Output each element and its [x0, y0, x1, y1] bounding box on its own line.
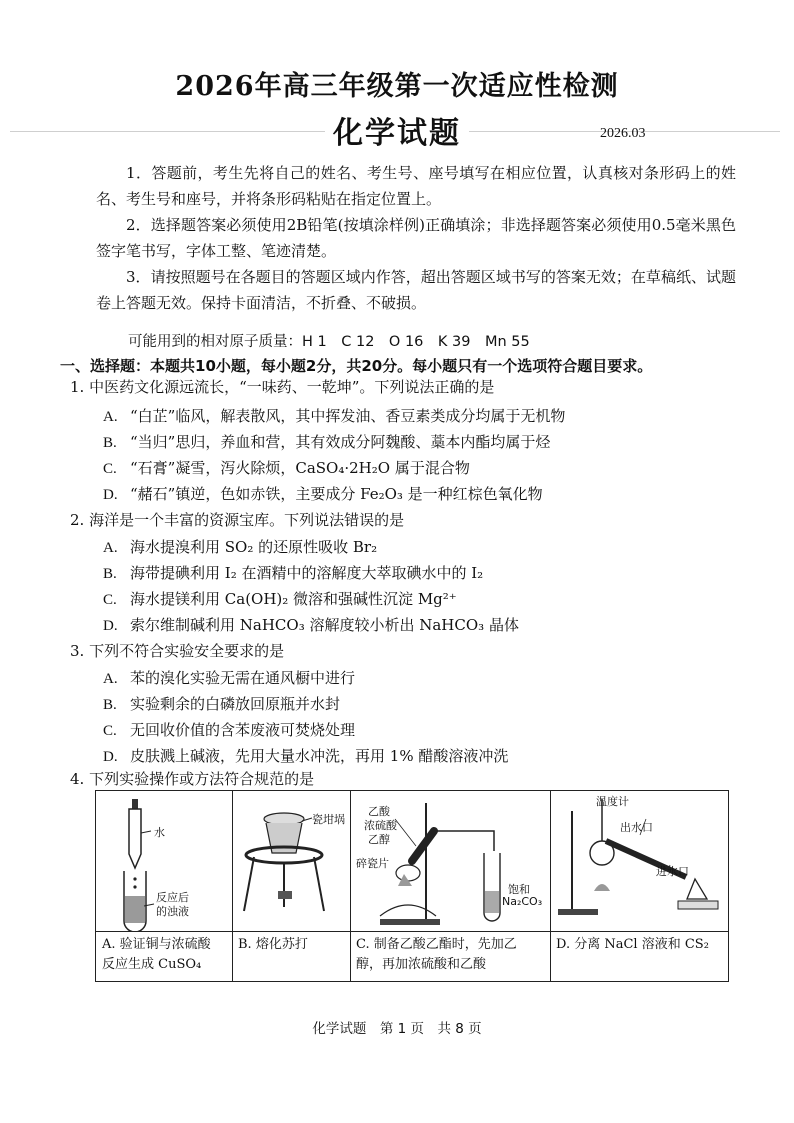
question-3-stem: 3. 下列不符合实验安全要求的是 [70, 642, 285, 660]
question-2-option-d[interactable]: D. 索尔维制碱利用 NaHCO₃ 溶解度较小析出 NaHCO₃ 晶体 [103, 616, 519, 634]
label-water: 水 [154, 826, 165, 839]
instruction-2: 2．选择题答案必须使用2B铅笔(按填涂样例)正确填涂；非选择题答案必须使用0.5毫米黑色签字笔书写，字体工整、笔迹清楚。 [96, 216, 736, 260]
label-sodium-carbonate: Na₂CO₃ [502, 895, 543, 908]
question-2-option-a[interactable]: A. 海水提溴利用 SO₂ 的还原性吸收 Br₂ [103, 538, 378, 556]
instruction-3: 3．请按照题号在各题目的答题区域内作答，超出答题区域书写的答案无效；在草稿纸、试题卷上答题无效。保持卡面清洁，不折叠、不破损。 [96, 268, 736, 312]
label-crucible: 瓷坩埚 [312, 813, 345, 826]
instructions [96, 160, 736, 316]
question-2-option-c[interactable]: C. 海水提镁利用 Ca(OH)₂ 微溶和强碱性沉淀 Mg²⁺ [103, 590, 457, 608]
question-1-option-c[interactable]: C. “石膏”凝雪，泻火除烦，CaSO₄·2H₂O 属于混合物 [103, 459, 470, 477]
label-acetic-acid: 乙酸 [368, 805, 390, 818]
section-title: 一、选择题：本题共10小题，每小题2分，共20分。每小题只有一个选项符合题目要求。 [60, 357, 653, 375]
atomic-masses: 可能用到的相对原子质量：H 1 C 12 O 16 K 39 Mn 55 [128, 334, 530, 350]
label-conc-sulfuric-acid: 浓硫酸 [364, 819, 397, 832]
question-2-option-b[interactable]: B. 海带提碘利用 I₂ 在酒精中的溶解度大萃取碘水中的 I₂ [103, 564, 484, 582]
label-water-inlet: 进水口 [656, 865, 689, 878]
question-3-option-b[interactable]: B. 实验剩余的白磷放回原瓶并水封 [103, 695, 341, 713]
question-2-stem: 2. 海洋是一个丰富的资源宝库。下列说法错误的是 [70, 511, 405, 529]
distillation-diagram [550, 791, 728, 931]
option-d-cell[interactable] [550, 791, 728, 981]
label-porcelain-chips: 碎瓷片 [356, 857, 389, 870]
option-b-caption: B. 熔化苏打 [238, 937, 308, 952]
label-water-outlet: 出水口 [620, 821, 653, 834]
label-ethanol: 乙醇 [368, 833, 390, 846]
option-a-caption: A. 验证铜与浓硫酸 反应生成 CuSO₄ [102, 937, 211, 972]
exam-title: 2026年高三年级第一次适应性检测 [175, 71, 619, 102]
question-4-stem: 4. 下列实验操作或方法符合规范的是 [70, 770, 315, 788]
instruction-1: 1．答题前，考生先将自己的姓名、考生号、座号填写在相应位置，认真核对条形码上的姓名、考生号和座号，并将条形码粘贴在指定位置上。 [96, 164, 736, 208]
option-b-cell[interactable] [232, 791, 351, 981]
subject-title: 化学试题 [0, 108, 794, 152]
exam-date: 2026.03 [600, 126, 646, 141]
label-turbid-liquid: 的浊液 [156, 905, 189, 918]
page-footer: 化学试题 第 1 页 共 8 页 [312, 1021, 482, 1037]
label-saturated: 饱和 [508, 883, 530, 896]
option-a-cell[interactable] [96, 791, 233, 981]
question-1-option-d[interactable]: D. “赭石”镇逆，色如赤铁，主要成分 Fe₂O₃ 是一种红棕色氧化物 [103, 485, 543, 503]
question-3-option-a[interactable]: A. 苯的溴化实验无需在通风橱中进行 [103, 669, 356, 687]
question-3-option-d[interactable]: D. 皮肤溅上碱液，先用大量水冲洗，再用 1% 醋酸溶液冲洗 [103, 747, 509, 765]
label-thermometer: 温度计 [596, 795, 629, 808]
option-c-caption: C. 制备乙酸乙酯时，先加乙 醇，再加浓硫酸和乙酸 [356, 937, 517, 972]
label-reaction-mixture: 反应后 [156, 891, 189, 904]
option-d-caption: D. 分离 NaCl 溶液和 CS₂ [556, 937, 709, 952]
option-c-cell[interactable] [350, 791, 551, 981]
question-1-option-a[interactable]: A. “白芷”临风，解表散风，其中挥发油、香豆素类成分均属于无机物 [103, 407, 566, 425]
question-3-option-c[interactable]: C. 无回收价值的含苯废液可焚烧处理 [103, 721, 356, 739]
question-1-stem: 1. 中医药文化源远流长，“一味药、一乾坤”。下列说法正确的是 [70, 378, 495, 396]
question-4-options-table [95, 790, 729, 982]
question-1-option-b[interactable]: B. “当归”思归，养血和营，其有效成分阿魏酸、藁本内酯均属于烃 [103, 433, 551, 451]
